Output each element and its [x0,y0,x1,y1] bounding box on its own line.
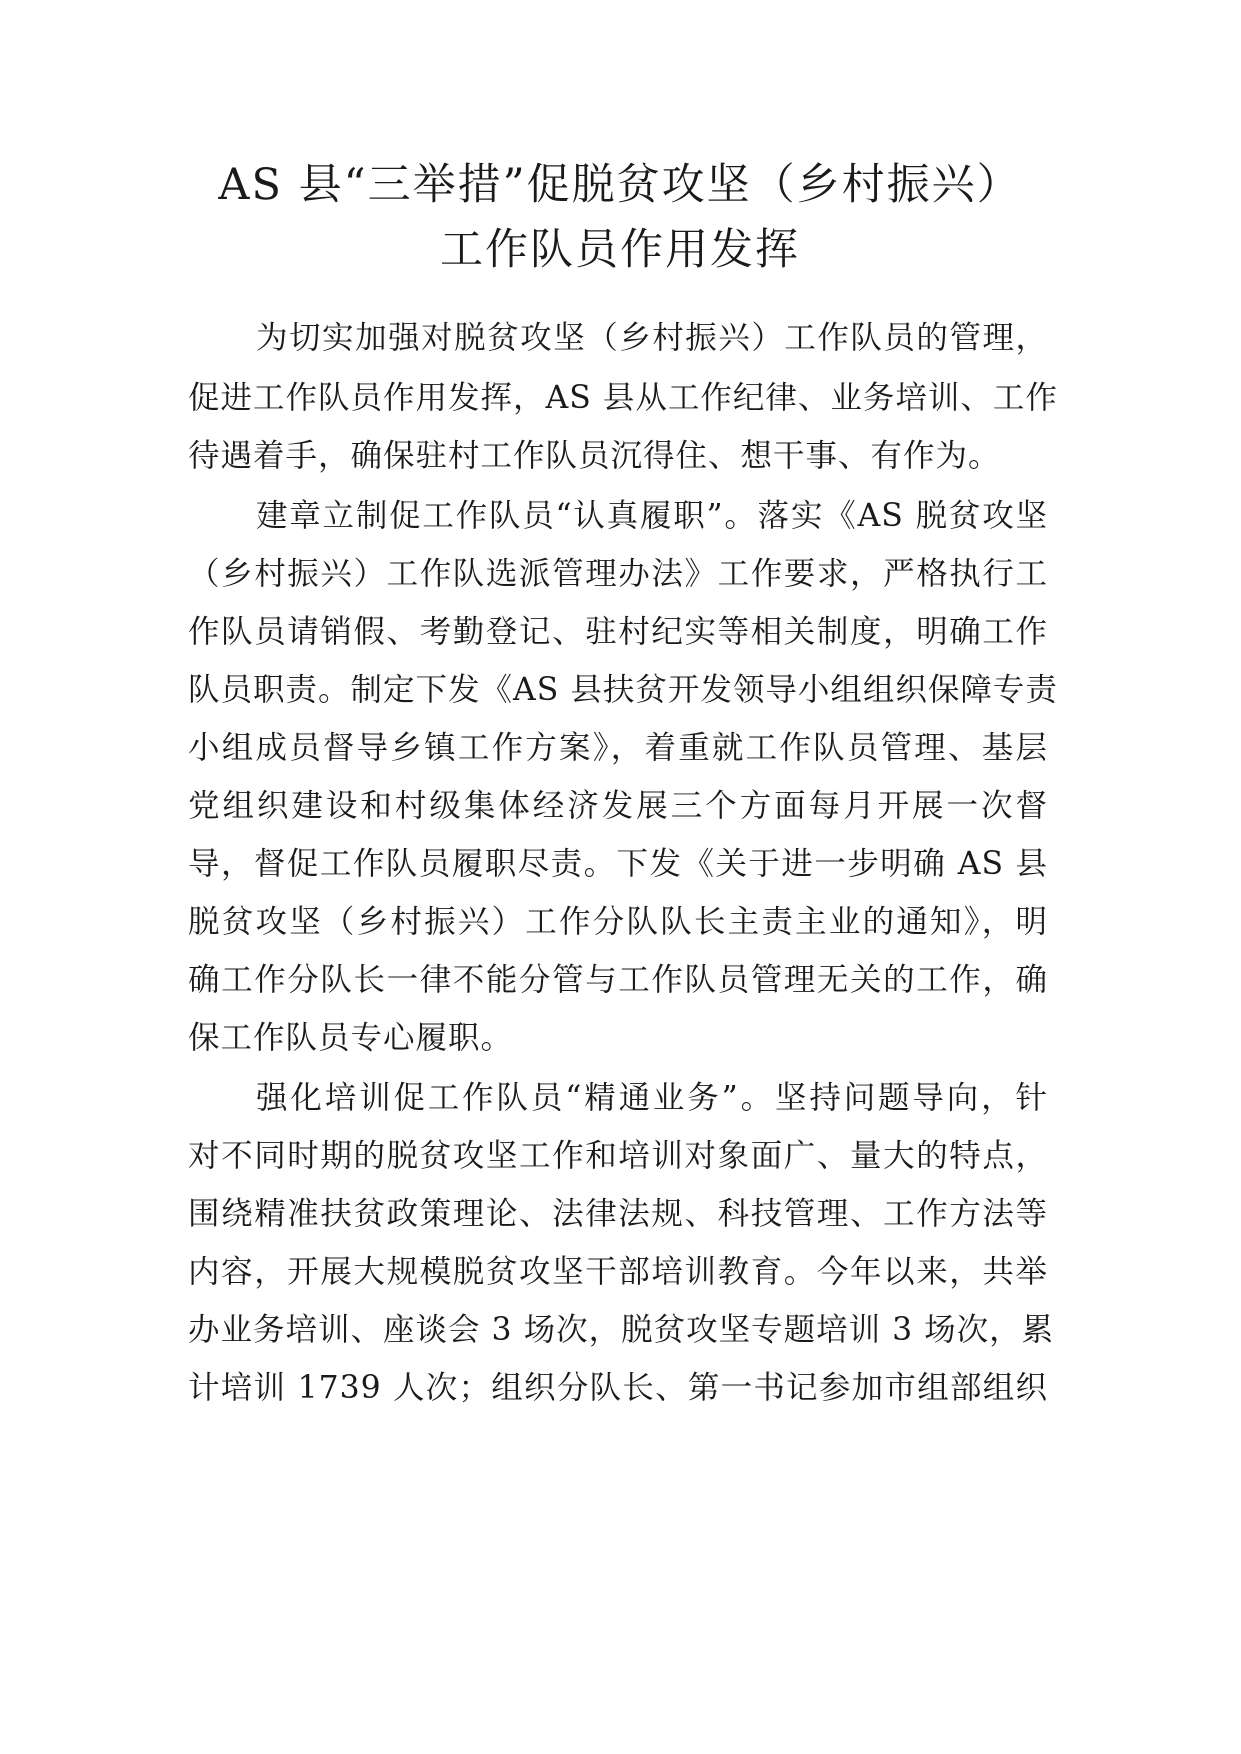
paragraph-line: 对不同时期的脱贫攻坚工作和培训对象面广、量大的特点， [188,1138,1048,1174]
paragraph-line: 保工作队员专心履职。 [188,1020,514,1056]
paragraph-line: 确工作分队长一律不能分管与工作队员管理无关的工作，确 [188,962,1048,998]
paragraph-line: 作队员请销假、考勤登记、驻村纪实等相关制度，明确工作 [188,614,1048,650]
paragraph-line: 导，督促工作队员履职尽责。下发《关于进一步明确 AS 县 [188,846,1048,882]
paragraph-line: 内容，开展大规模脱贫攻坚干部培训教育。今年以来，共举 [188,1254,1048,1290]
paragraph-line: 促进工作队员作用发挥，AS 县从工作纪律、业务培训、工作 [188,380,1058,416]
paragraph-line: 党组织建设和村级集体经济发展三个方面每月开展一次督 [188,788,1048,824]
paragraph-line: 为切实加强对脱贫攻坚（乡村振兴）工作队员的管理， [256,320,1048,356]
document-title-line-2: 工作队员作用发挥 [440,225,800,275]
paragraph-line: 计培训 1739 人次；组织分队长、第一书记参加市组部组织 [188,1370,1048,1406]
paragraph-line: （乡村振兴）工作队选派管理办法》工作要求，严格执行工 [188,556,1048,592]
paragraph-line: 办业务培训、座谈会 3 场次，脱贫攻坚专题培训 3 场次，累 [188,1312,1055,1348]
paragraph-line: 小组成员督导乡镇工作方案》，着重就工作队员管理、基层 [188,730,1048,766]
paragraph-line: 脱贫攻坚（乡村振兴）工作分队队长主责主业的通知》，明 [188,904,1048,940]
document-title-line-1: AS 县“三举措”促脱贫攻坚（乡村振兴） [218,160,1022,210]
paragraph-line: 围绕精准扶贫政策理论、法律法规、科技管理、工作方法等 [188,1196,1048,1232]
paragraph-line: 队员职责。制定下发《AS 县扶贫开发领导小组组织保障专责 [188,672,1058,708]
paragraph-line: 待遇着手，确保驻村工作队员沉得住、想干事、有作为。 [188,438,1001,474]
paragraph-line: 建章立制促工作队员“认真履职”。落实《AS 脱贫攻坚 [256,498,1048,534]
paragraph-line: 强化培训促工作队员“精通业务”。坚持问题导向，针 [256,1080,1048,1116]
